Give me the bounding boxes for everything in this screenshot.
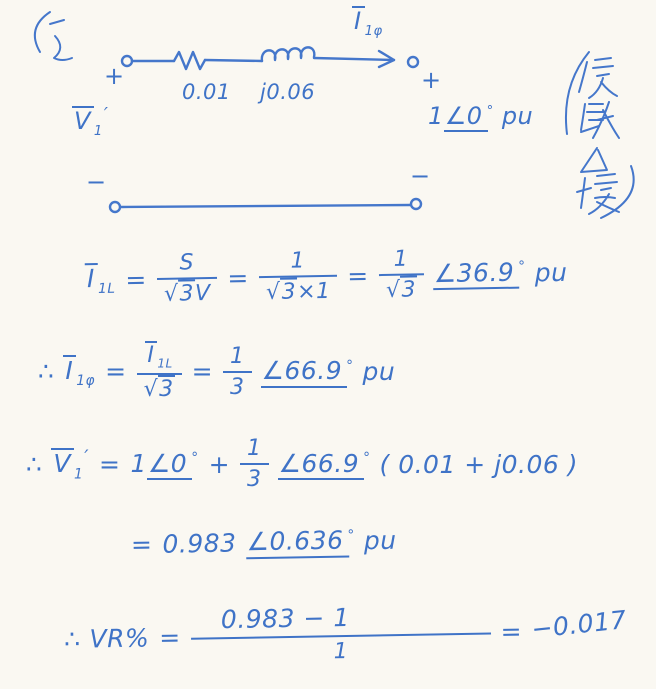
receiving-voltage-angle: ∠0 bbox=[444, 103, 488, 132]
resistor-symbol bbox=[174, 52, 205, 69]
angle-value: ∠36.9 bbox=[432, 258, 519, 290]
side-note-delta bbox=[581, 148, 607, 172]
degree-sign: ° bbox=[486, 104, 494, 119]
equation-line-voltage-regulation bbox=[64, 599, 629, 669]
radicand: 3 bbox=[159, 377, 174, 403]
equation-line-voltage-result bbox=[130, 525, 397, 561]
fraction-numerator: S bbox=[179, 250, 195, 276]
angle-value: ∠66.9 bbox=[278, 450, 365, 481]
i1phi-symbol bbox=[63, 355, 95, 389]
fraction-numerator: 1 bbox=[393, 246, 409, 272]
top-wire-mid bbox=[205, 60, 262, 61]
equals-sign: = bbox=[130, 530, 153, 560]
unity-phasor-term bbox=[130, 449, 198, 481]
radicand: 3 bbox=[400, 276, 417, 303]
angle-value: ∠0 bbox=[147, 450, 192, 481]
side-note-char1c bbox=[589, 78, 617, 98]
fraction-denominator bbox=[259, 279, 338, 306]
fraction-numerator: 0.983 − 1 bbox=[220, 602, 350, 635]
fraction-i1l-over-sqrt3 bbox=[137, 341, 182, 403]
equals-sign: = bbox=[500, 616, 523, 646]
per-unit-label: pu bbox=[363, 525, 397, 556]
equals-sign: = bbox=[99, 449, 121, 479]
i1phi-subscript: 1φ bbox=[76, 372, 96, 389]
minus-sign-left: − bbox=[86, 168, 107, 196]
sqrt-sign: √ bbox=[385, 278, 401, 304]
equals-sign: = bbox=[347, 261, 369, 291]
fraction-one-third bbox=[240, 436, 269, 493]
regulation-result: −0.017 bbox=[530, 604, 629, 644]
inductor-symbol bbox=[262, 47, 314, 61]
equation-line-sending-voltage bbox=[26, 436, 578, 493]
sqrt-sign: √ bbox=[163, 281, 179, 308]
i1l-letter: I bbox=[85, 263, 98, 292]
fraction-bar bbox=[240, 463, 269, 465]
therefore-sign: ∴ bbox=[38, 357, 55, 387]
fraction-denominator: 3 bbox=[247, 467, 262, 493]
side-note-char1 bbox=[579, 62, 587, 92]
v1-symbol bbox=[51, 447, 89, 482]
plus-sign-right: + bbox=[421, 66, 442, 94]
fraction-bar bbox=[259, 275, 337, 278]
therefore-sign: ∴ bbox=[63, 624, 81, 654]
i1l-letter: I bbox=[145, 341, 157, 367]
resistor-value-label: 0.01 bbox=[182, 80, 231, 104]
source-voltage-prime: ′ bbox=[103, 104, 109, 125]
bottom-wire bbox=[121, 205, 410, 207]
top-wire-right bbox=[314, 58, 394, 60]
degree-sign: ° bbox=[347, 527, 355, 544]
therefore-sign: ∴ bbox=[26, 449, 43, 479]
terminal-bottom-right bbox=[411, 199, 421, 209]
v1-subscript: 1 bbox=[74, 465, 84, 482]
side-note-char3 bbox=[577, 178, 591, 208]
inductor-value-label: j0.06 bbox=[260, 80, 316, 104]
angle-term bbox=[261, 356, 354, 388]
equation-line-current bbox=[85, 244, 568, 309]
fraction-s-over-sqrt3v bbox=[156, 250, 218, 308]
denominator-rest: V bbox=[194, 281, 211, 307]
fraction-numerator: 1 bbox=[290, 248, 306, 274]
fraction-numerator bbox=[138, 341, 179, 371]
equals-sign: = bbox=[105, 357, 127, 387]
side-note-char3c bbox=[589, 194, 619, 214]
equals-sign: = bbox=[125, 264, 148, 295]
equals-sign: = bbox=[191, 357, 214, 387]
degree-sign: ° bbox=[363, 450, 371, 467]
current-symbol: I bbox=[352, 6, 365, 34]
receiving-voltage-label bbox=[428, 102, 533, 132]
per-unit-label: pu bbox=[534, 257, 568, 288]
angle-value: ∠66.9 bbox=[261, 357, 348, 388]
equals-sign: = bbox=[158, 622, 181, 652]
minus-sign-right: − bbox=[410, 162, 431, 190]
i1l-subscript: 1L bbox=[97, 280, 116, 298]
source-voltage-subscript: 1 bbox=[93, 123, 103, 139]
side-note-char2b bbox=[593, 102, 619, 138]
i1l-subscript: 1L bbox=[157, 356, 173, 371]
fraction-bar bbox=[223, 371, 252, 373]
sqrt-sign: √ bbox=[143, 377, 159, 403]
v1-prime: ′ bbox=[84, 446, 90, 468]
angle-value: ∠0.636 bbox=[245, 527, 349, 559]
i1phi-letter: I bbox=[63, 355, 76, 384]
angle-term bbox=[278, 449, 371, 481]
fraction-denominator: 1 bbox=[333, 638, 349, 664]
plus-sign: + bbox=[208, 449, 231, 479]
v1-letter: V bbox=[51, 448, 74, 477]
receiving-voltage-unit: pu bbox=[501, 102, 534, 130]
sqrt-sign: √ bbox=[265, 280, 281, 306]
terminal-bottom-left bbox=[110, 202, 120, 212]
radicand: 3 bbox=[178, 280, 195, 307]
current-subscript: 1φ bbox=[364, 23, 383, 39]
i1l-symbol bbox=[85, 263, 116, 298]
fraction-denominator bbox=[379, 278, 424, 304]
fraction-1-over-sqrt3 bbox=[378, 246, 424, 303]
fraction-1-over-sqrt3x1 bbox=[258, 248, 337, 306]
impedance-term: ( 0.01 + j0.06 ) bbox=[379, 449, 579, 479]
source-voltage-symbol: V bbox=[72, 106, 94, 134]
equation-line-phase-current bbox=[38, 341, 395, 403]
side-note-char3b bbox=[595, 174, 617, 190]
per-unit-label: pu bbox=[362, 357, 396, 387]
side-note-char1b bbox=[593, 58, 613, 76]
fraction-regulation bbox=[190, 601, 491, 666]
equals-sign: = bbox=[227, 263, 250, 293]
fraction-denominator bbox=[137, 377, 182, 402]
terminal-top-right bbox=[408, 57, 418, 67]
source-voltage-label bbox=[72, 104, 108, 139]
radicand: 3 bbox=[280, 278, 297, 305]
receiving-voltage-magnitude: 1 bbox=[428, 102, 444, 130]
current-label bbox=[352, 6, 383, 39]
magnitude: 1 bbox=[130, 448, 147, 478]
side-note-vertical bbox=[551, 46, 651, 224]
fraction-numerator: 1 bbox=[230, 343, 245, 369]
degree-sign: ° bbox=[518, 258, 526, 275]
fraction-one-third bbox=[223, 344, 252, 401]
side-note-close-paren bbox=[601, 166, 634, 218]
degree-sign: ° bbox=[191, 450, 199, 467]
angle-term bbox=[432, 257, 525, 290]
plus-sign-left: + bbox=[104, 62, 125, 90]
degree-sign: ° bbox=[346, 357, 354, 374]
denominator-rest: ×1 bbox=[296, 279, 331, 305]
fraction-denominator bbox=[157, 281, 218, 307]
fraction-denominator: 3 bbox=[230, 374, 245, 400]
vr-percent-symbol: VR% bbox=[89, 622, 150, 653]
angle-term bbox=[245, 525, 355, 558]
fraction-numerator: 1 bbox=[247, 436, 262, 461]
result-magnitude: 0.983 bbox=[162, 528, 237, 560]
